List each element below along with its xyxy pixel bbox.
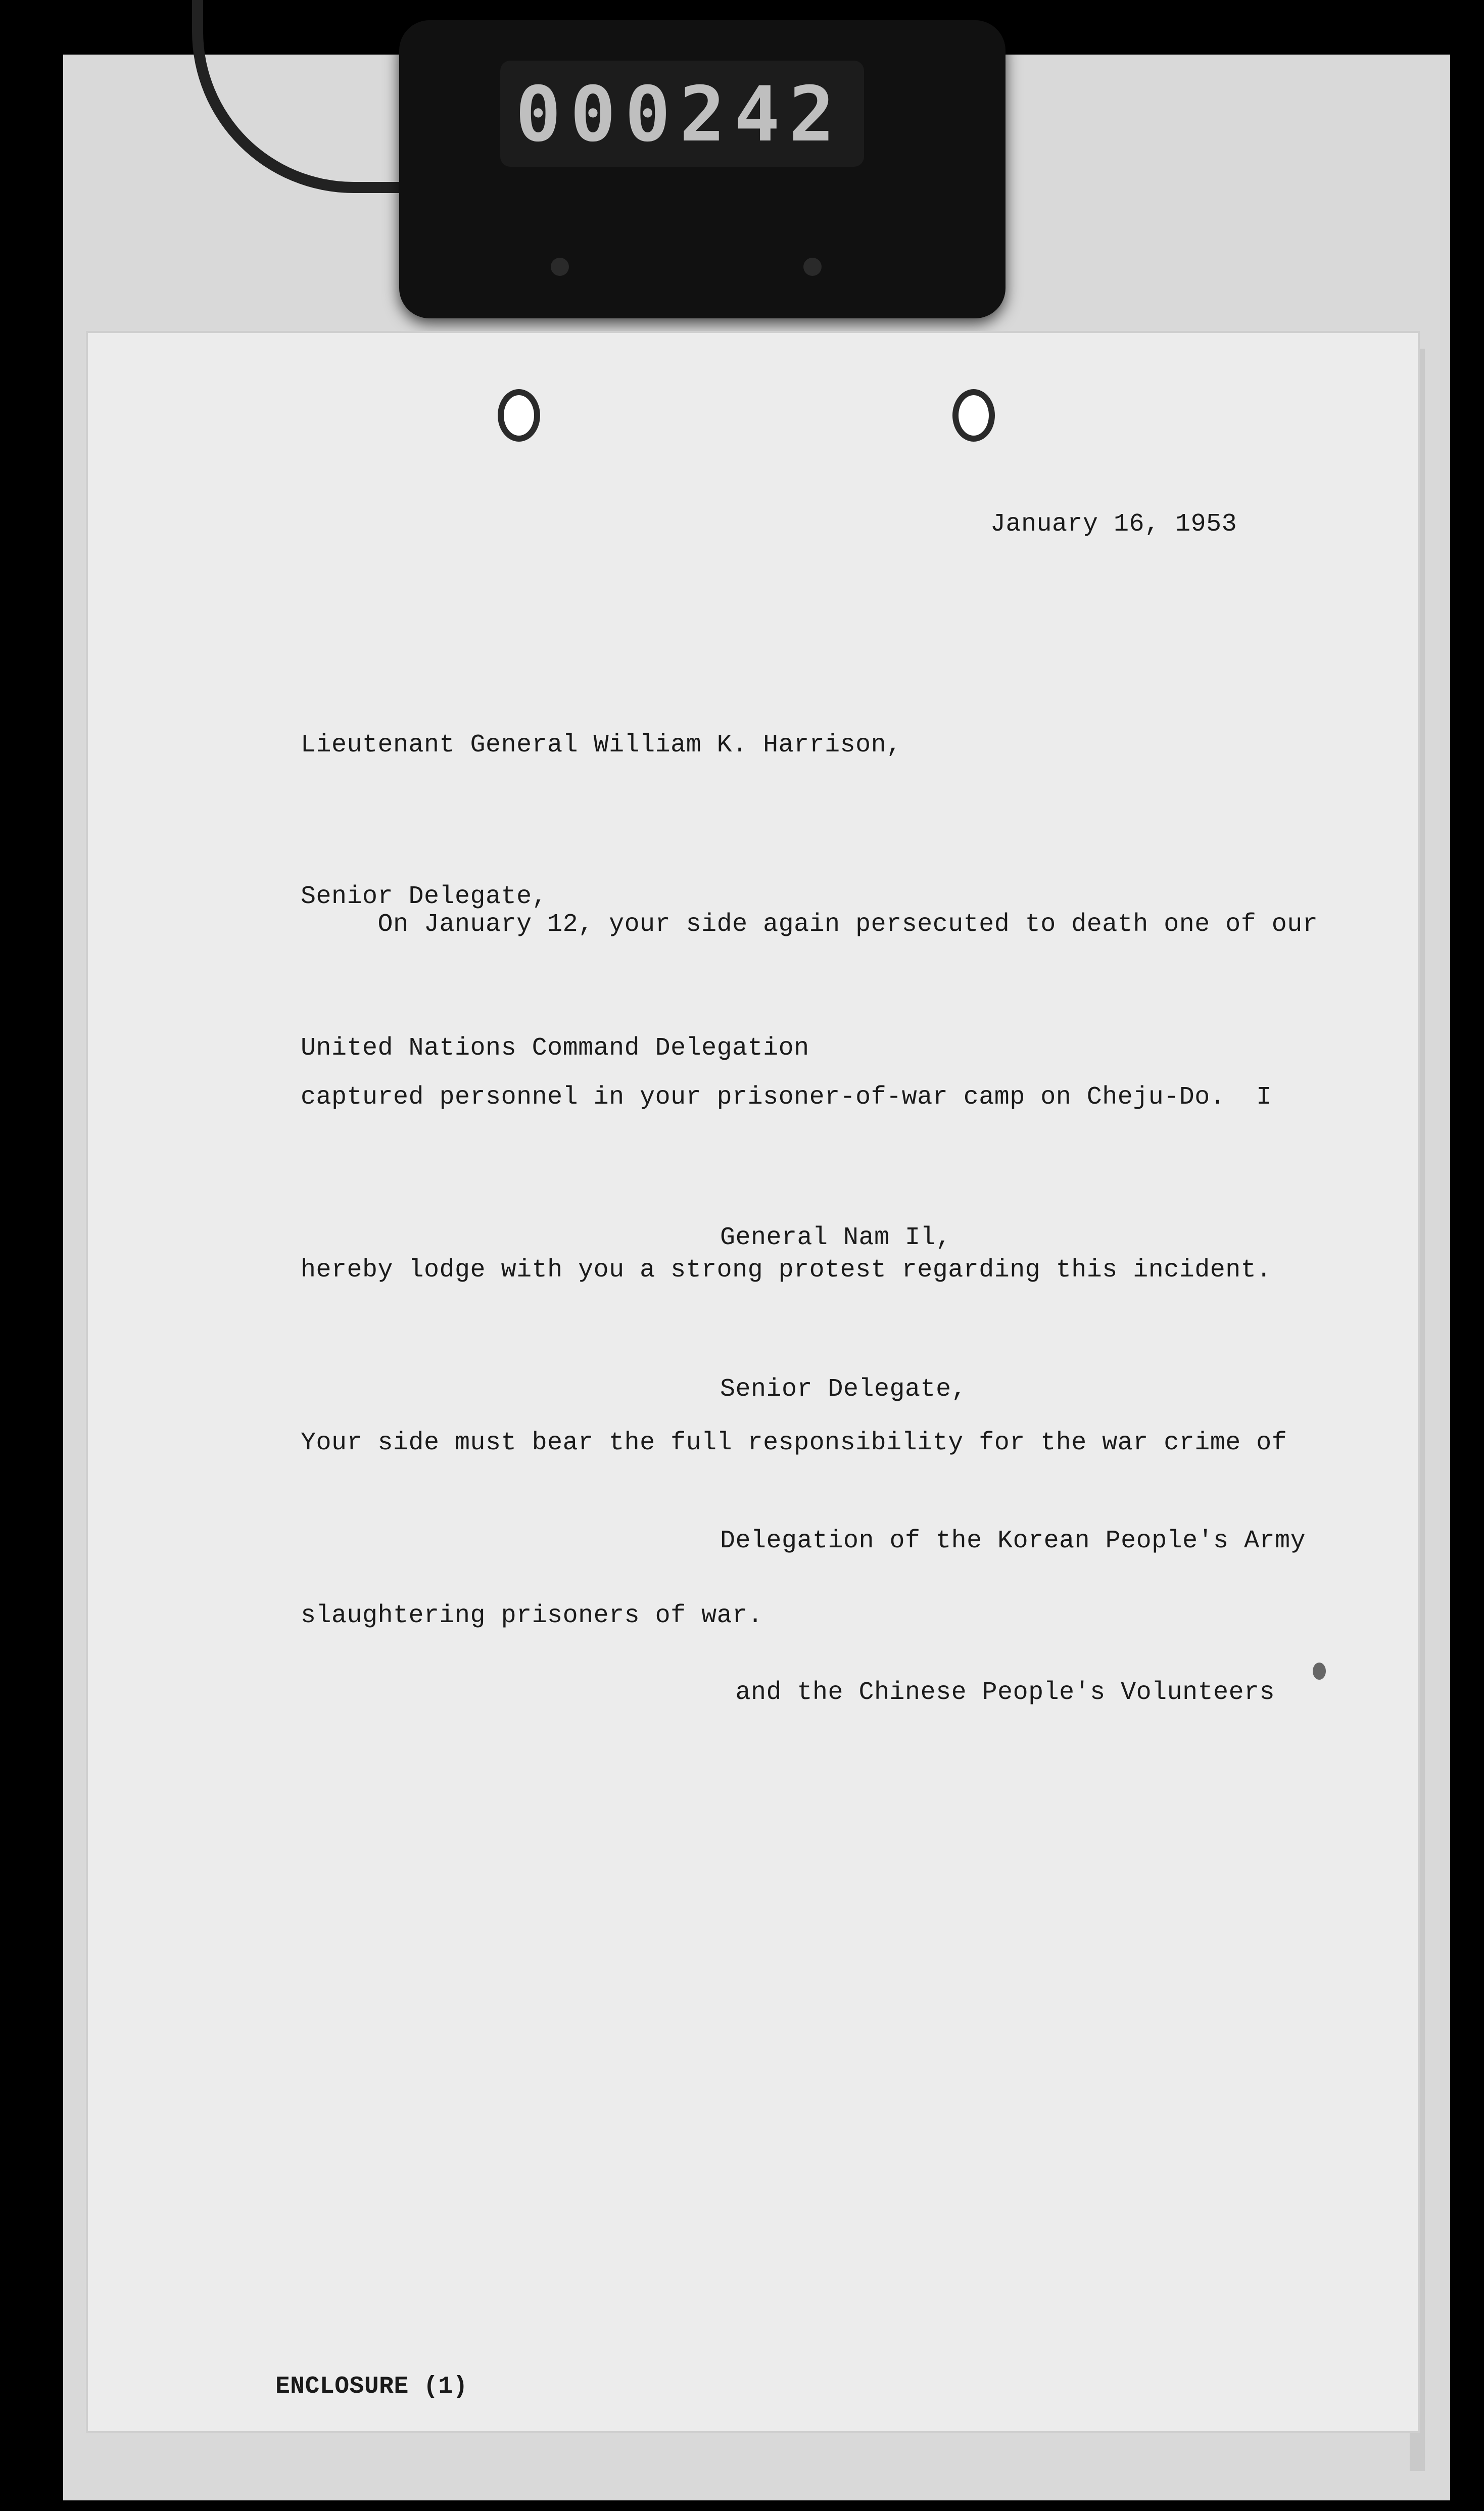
signature-block	[720, 1112, 1306, 1769]
body-line: Your side must bear the full responsibility for the war crime of	[301, 1429, 1287, 1457]
frame-counter-device	[399, 20, 1006, 318]
body-line: slaughtering prisoners of war.	[301, 1601, 763, 1630]
signature-line: Senior Delegate,	[720, 1375, 967, 1404]
signature-line: General Nam Il,	[720, 1223, 951, 1252]
counter-screw	[803, 258, 822, 276]
body-line: On January 12, your side again persecuted to death one of our	[301, 910, 1318, 939]
signature-line: Delegation of the Korean People's Army	[720, 1527, 1306, 1555]
punch-hole	[952, 389, 995, 442]
enclosure-note: ENCLOSURE (1)	[275, 2373, 468, 2400]
addressee-line: Senior Delegate,	[301, 882, 548, 911]
signature-line: and the Chinese People's Volunteers	[720, 1678, 1275, 1707]
addressee-line: Lieutenant General William K. Harrison,	[301, 731, 902, 760]
body-line: hereby lodge with you a strong protest regarding this incident.	[301, 1256, 1272, 1285]
frame-counter-number: 000242	[515, 71, 844, 159]
addressee-line: United Nations Command Delegation	[301, 1034, 809, 1063]
letter-date: January 16, 1953	[990, 510, 1237, 539]
counter-screw	[551, 258, 569, 276]
punch-hole	[498, 389, 540, 442]
body-line: captured personnel in your prisoner-of-war camp on Cheju-Do. I	[301, 1083, 1272, 1112]
film-speck	[1313, 1663, 1326, 1680]
